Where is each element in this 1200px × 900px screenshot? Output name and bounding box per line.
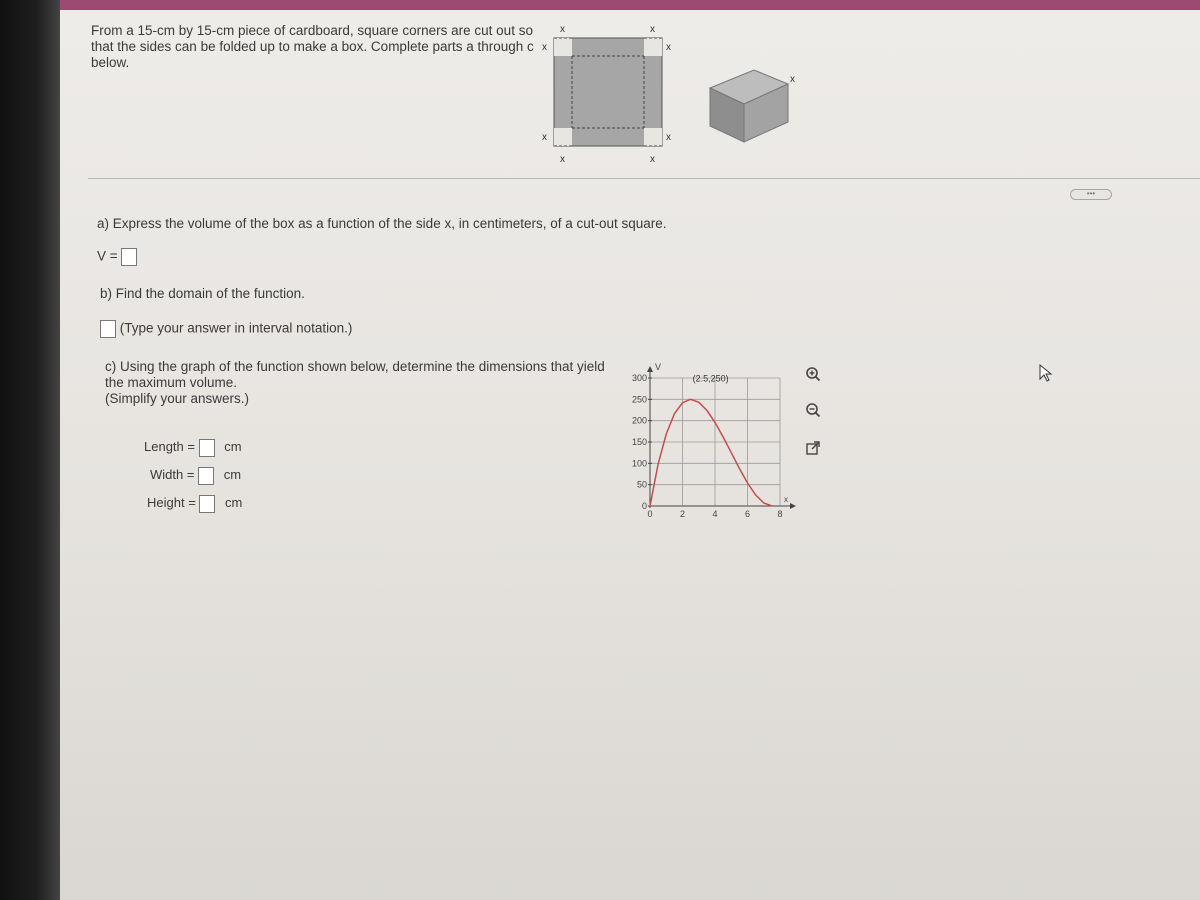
part-a-answer-row: [97, 248, 137, 266]
more-options-button[interactable]: •••: [1070, 189, 1112, 200]
height-row: [147, 495, 242, 513]
net-x-label-1: x: [560, 24, 565, 35]
problem-intro: From a 15-cm by 15-cm piece of cardboard, square corners are cut out so that the sides can be folded up to make a box. Complete parts a through c below.: [91, 23, 534, 70]
x-tick-label: 4: [712, 509, 718, 519]
question-panel: [60, 10, 1200, 900]
volume-graph: [620, 360, 800, 530]
open-external-icon[interactable]: [804, 440, 822, 458]
folded-box-illustration: [690, 50, 800, 150]
net-x-label-8: x: [650, 154, 655, 165]
y-tick-label: 250: [631, 394, 647, 405]
zoom-out-icon[interactable]: [804, 402, 822, 420]
zoom-in-icon[interactable]: [804, 366, 822, 384]
part-c-line-1: c) Using the graph of the function shown below, determine the dimensions that yield: [105, 359, 605, 374]
height-input[interactable]: [199, 495, 215, 513]
y-tick-label: 0: [641, 501, 647, 511]
volume-input[interactable]: [121, 248, 137, 266]
section-divider: [88, 178, 1200, 179]
mouse-cursor-icon: [1038, 363, 1054, 383]
browser-top-bar: [0, 0, 1200, 10]
length-row: [144, 439, 242, 457]
y-axis-label: V: [655, 362, 662, 372]
y-tick-label: 150: [631, 437, 647, 447]
net-x-label-4: x: [666, 42, 671, 53]
y-tick-label: 200: [631, 415, 647, 426]
length-input[interactable]: [199, 439, 215, 457]
length-label: Length =: [144, 439, 195, 455]
x-axis-label: x: [784, 495, 788, 504]
x-tick-label: 2: [679, 509, 686, 519]
y-tick-label: 50: [636, 479, 647, 490]
net-x-label-2: x: [650, 24, 655, 35]
volume-curve: [650, 399, 772, 506]
volume-label: V =: [97, 248, 118, 264]
part-c-prompt: [105, 359, 605, 407]
x-axis-arrow: [790, 503, 796, 509]
x-tick-label: 6: [744, 509, 751, 519]
domain-hint: (Type your answer in interval notation.): [119, 320, 353, 336]
height-label: Height =: [147, 495, 196, 511]
y-tick-label: 300: [631, 373, 647, 383]
part-c-line-3: (Simplify your answers.): [105, 391, 250, 406]
domain-input[interactable]: [100, 320, 116, 338]
part-b-prompt: b) Find the domain of the function.: [100, 286, 305, 301]
cardboard-net-diagram: [538, 22, 698, 168]
width-row: [150, 467, 241, 485]
width-unit: cm: [223, 467, 242, 483]
x-tick-label: 8: [777, 509, 783, 519]
y-axis-arrow: [647, 366, 653, 372]
max-point-annotation: (2.5,250): [692, 373, 729, 384]
length-unit: cm: [224, 439, 242, 455]
net-x-label-6: x: [666, 132, 671, 143]
width-input[interactable]: [198, 467, 214, 485]
part-b-answer-row: [100, 320, 352, 338]
y-tick-label: 100: [631, 458, 647, 469]
width-label: Width =: [150, 467, 195, 483]
height-unit: cm: [225, 495, 243, 511]
net-x-label-7: x: [560, 154, 565, 165]
net-x-label-3: x: [542, 42, 547, 53]
x-tick-label: 0: [647, 509, 653, 519]
screen-bezel: [0, 0, 60, 900]
part-a-prompt: a) Express the volume of the box as a function of the side x, in centimeters, of a cut-out square.: [97, 216, 667, 231]
net-x-label-5: x: [542, 132, 547, 143]
part-c-line-2: the maximum volume.: [105, 375, 238, 390]
box-x-label: x: [790, 74, 795, 85]
